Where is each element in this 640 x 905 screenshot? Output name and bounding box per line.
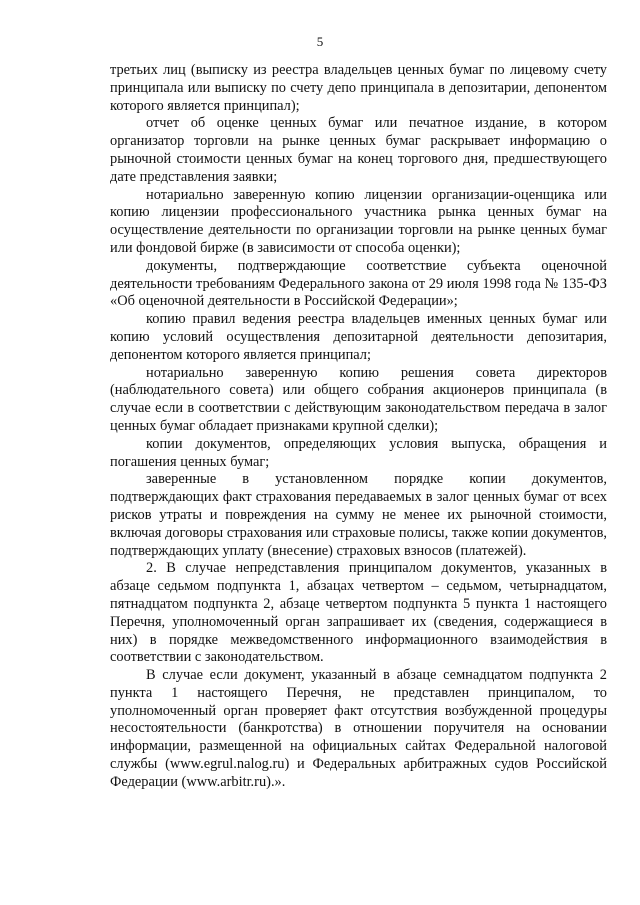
paragraph-valuation-report: отчет об оценке ценных бумаг или печатное издание, в котором организатор торговли на рынке ценных бумаг раскрывает информацию о рыночной стоимости ценных бумаг на конец торгового дня, предшествующего дате представления заявки; bbox=[110, 115, 607, 185]
page-number: 5 bbox=[316, 34, 324, 49]
paragraph-securities-terms: копии документов, определяющих условия выпуска, обращения и погашения ценных бумаг; bbox=[110, 435, 607, 470]
paragraph-board-decision: нотариально заверенную копию решения совета директоров (наблюдательного совета) или общего собрания акционеров принципала (в случае если в соответствии с действующим законодательством передача в залог ценных бумаг обладает признаками крупной сделки); bbox=[110, 364, 607, 434]
paragraph-insurance-docs: заверенные в установленном порядке копии документов, подтверждающих факт страхования передаваемых в залог ценных бумаг от всех рисков утраты и повреждения на сумму не менее их рыночной стоимости, включая договоры страхования или страховые полисы, также копии документов, подтверждающих уплату (внесение) страховых взносов (платежей). bbox=[110, 471, 607, 559]
paragraph-license-copy: нотариально заверенную копию лицензии организации-оценщика или копию лицензии профессионального участника рынка ценных бумаг на осуществление деятельности по организации торговли на рынке ценных бумаг или фондовой бирже (в зависимости от способа оценки); bbox=[110, 186, 607, 256]
paragraph-third-party-extract: третьих лиц (выписку из реестра владельцев ценных бумаг по лицевому счету принципала или выписку по счету депо принципала в депозитарии, депонентом которого является принципал); bbox=[110, 62, 607, 114]
paragraph-appraiser-compliance: документы, подтверждающие соответствие субъекта оценочной деятельности требованиям Федерального закона от 29 июля 1998 года № 135-ФЗ «Об оценочной деятельности в Российской Федерации»; bbox=[110, 257, 607, 310]
paragraph-point-2: 2. В случае непредставления принципалом документов, указанных в абзаце седьмом подпункта 1, абзацах четвертом – седьмом, четырнадцатом, пятнадцатом подпункта 2, абзаце четвертом подпункта 5 пункта 1 настоящего Перечня, уполномоченный орган запрашивает их (сведения, содержащиеся в них) в порядке межведомственного информационного взаимодействия в соответствии с законодательством. bbox=[110, 560, 607, 666]
paragraph-bankruptcy-check: В случае если документ, указанный в абзаце семнадцатом подпункта 2 пункта 1 настоящего Перечня, не представлен принципалом, то уполномоченный орган проверяет факт отсутствия возбужденной процедуры несостоятельности (банкротства) в отношении поручителя на основании информации, размещенной на официальных сайтах Федеральной налоговой службы (www.egrul.nalog.ru) и Федеральных арбитражных судов Российской Федерации (www.arbitr.ru).». bbox=[110, 667, 607, 790]
paragraph-registry-rules: копию правил ведения реестра владельцев именных ценных бумаг или копию условий осуществления депозитарной деятельности депозитария, депонентом которого является принципал; bbox=[110, 311, 607, 363]
document-body bbox=[110, 62, 607, 792]
